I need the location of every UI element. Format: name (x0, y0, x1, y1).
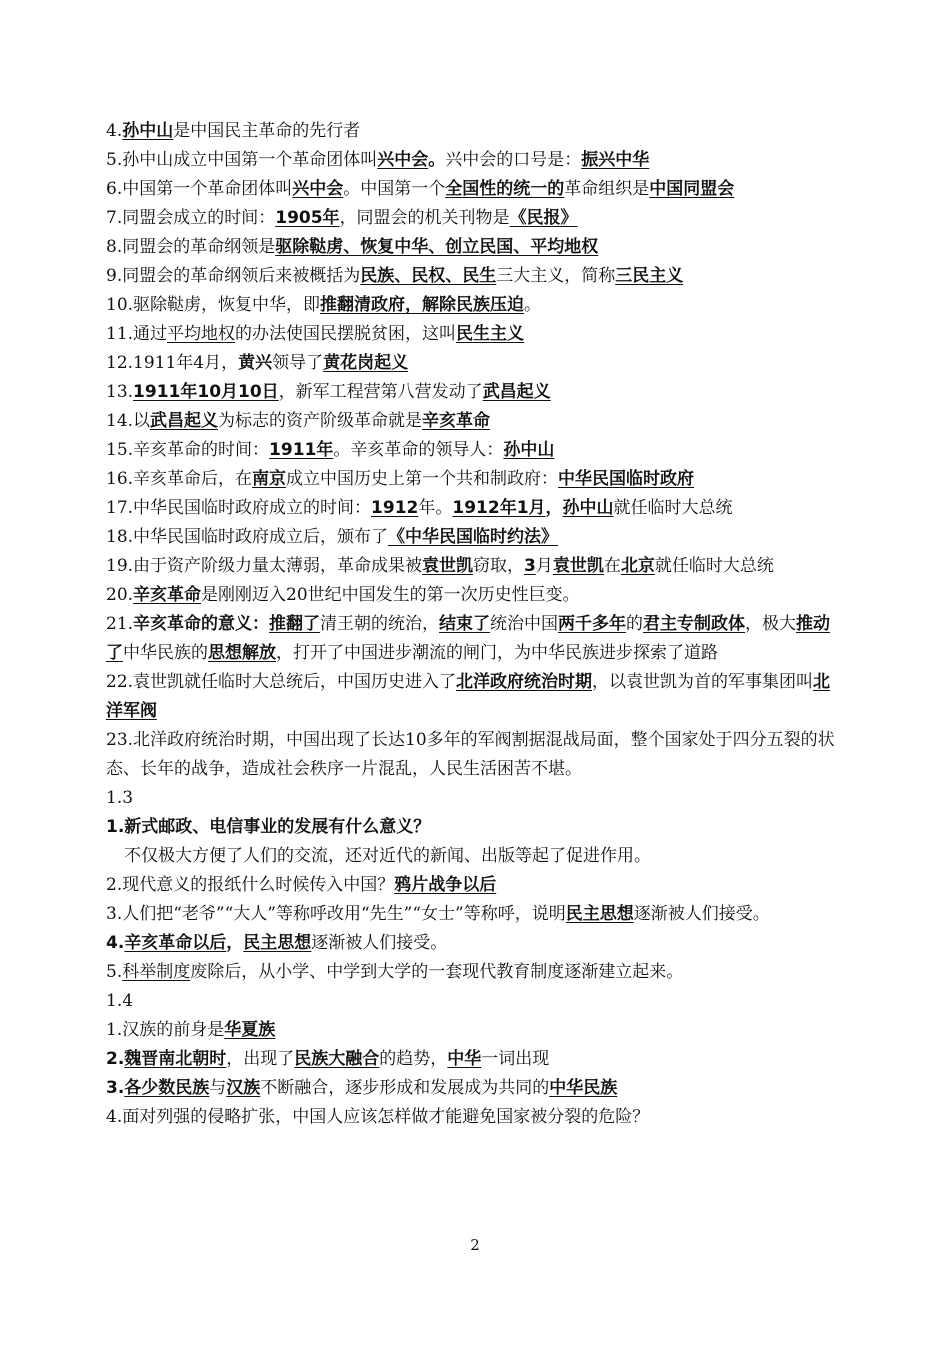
line-text: 不仅极大方便了人们的交流，还对近代的新闻、出版等起了促进作用。 (124, 846, 651, 866)
key-term: 南京 (252, 469, 287, 489)
key-term: 民生主义 (456, 324, 525, 344)
text-line (106, 262, 846, 291)
line-text: 月 (535, 556, 553, 576)
line-text: ，打开了中国进步潮流的闸门，为中华民族进步探索了道路 (276, 643, 718, 663)
key-term: 科举制度 (122, 962, 191, 982)
line-text: ， (545, 498, 563, 518)
key-term: 推动了 (106, 614, 831, 663)
key-term: 民主思想 (243, 933, 312, 953)
line-text: 2.现代意义的报纸什么时候传入中国？ (106, 875, 395, 895)
line-text: 15.辛亥革命的时间： (106, 440, 270, 460)
key-term: 鸦片战争以后 (394, 875, 497, 895)
key-term: 1912 (371, 498, 419, 518)
key-term: 平均地权 (167, 324, 236, 344)
text-line (106, 233, 846, 262)
text-line (106, 117, 846, 146)
line-text: 12.1911年4月， (106, 353, 239, 373)
key-term: 振兴中华 (581, 150, 650, 170)
line-text: 3.人们把“老爷”“大人”等称呼改用“先生”“女士”等称呼，说明 (106, 904, 566, 924)
line-text: 逐渐被人们接受。 (633, 904, 770, 924)
key-term: 汉族 (226, 1078, 261, 1098)
key-term: 袁世凯 (422, 556, 474, 576)
text-line (106, 552, 846, 581)
text-line (106, 291, 846, 320)
line-text: 。 (428, 150, 446, 170)
key-term: 武昌起义 (150, 411, 219, 431)
line-text: 4. (106, 121, 123, 141)
text-line (106, 1074, 846, 1103)
text-line (106, 1016, 846, 1045)
line-text: 与 (209, 1078, 227, 1098)
line-text: 领导了 (272, 353, 324, 373)
line-text: 统治中国 (490, 614, 559, 634)
text-line (106, 494, 846, 523)
key-term: 袁世凯 (552, 556, 604, 576)
content-lines (106, 117, 846, 1132)
line-text: 一词出现 (481, 1049, 550, 1069)
line-text: 成立中国历史上第一个共和制政府： (286, 469, 559, 489)
line-text: 的办法使国民摆脱贫困，这叫 (235, 324, 457, 344)
text-line (106, 900, 846, 929)
line-text: 23.北洋政府统治时期，中国出现了长达10多年的军阀割据混战局面，整个国家处于四分五裂的状态、长年的战争，造成社会秩序一片混乱，人民生活困苦不堪。 (106, 730, 835, 779)
key-term: 君主专制政体 (643, 614, 746, 634)
key-term: 北京 (620, 556, 655, 576)
line-text: 13. (106, 382, 134, 402)
text-line (106, 523, 846, 552)
key-term: 武昌起义 (482, 382, 551, 402)
line-text: 为标志的资产阶级革命就是 (218, 411, 423, 431)
line-text: 窃取， (473, 556, 525, 576)
line-text: 。中国第一个 (343, 179, 446, 199)
line-text: 兴中会的口号是： (445, 150, 582, 170)
line-text: 的趋势， (379, 1049, 448, 1069)
key-term: 1905年 (275, 208, 340, 228)
text-line (106, 958, 846, 987)
line-text: 辛亥革命的意义： (133, 614, 270, 634)
line-text: 6.中国第一个革命团体叫 (106, 179, 293, 199)
key-term: 全国性的统一的 (445, 179, 565, 199)
line-text: 7.同盟会成立的时间： (106, 208, 276, 228)
key-term: 1912年1月 (452, 498, 546, 518)
text-line (106, 581, 846, 610)
line-text: 逐渐被人们接受。 (311, 933, 448, 953)
line-text: 废除后，从小学、中学到大学的一套现代教育制度逐渐建立起来。 (190, 962, 684, 982)
line-text: 是刚刚迈入20世纪中国发生的第一次历史性巨变。 (201, 585, 580, 605)
key-term: 兴中会 (292, 179, 344, 199)
line-text: 4. (106, 933, 125, 953)
line-text: ，新军工程营第八营发动了 (278, 382, 483, 402)
line-text: 中华民族的 (123, 643, 208, 663)
text-line (106, 784, 846, 813)
text-line (106, 407, 846, 436)
line-text: 1.汉族的前身是 (106, 1020, 225, 1040)
line-text: 19.由于资产阶级力量太薄弱，革命成果被 (106, 556, 423, 576)
line-text: 就任临时大总统 (613, 498, 733, 518)
line-text: 9.同盟会的革命纲领后来被概括为 (106, 266, 361, 286)
key-term: 1911年10月10日 (133, 382, 279, 402)
line-text: 。 (524, 295, 542, 315)
key-term: 魏晋南北朝时 (124, 1049, 227, 1069)
line-text: 18.中华民国临时政府成立后，颁布了 (106, 527, 389, 547)
line-text: 在 (603, 556, 621, 576)
line-text: 14.以 (106, 411, 151, 431)
key-term: 思想解放 (208, 643, 276, 663)
line-text: 三大主义，简称 (496, 266, 616, 286)
key-term: 辛亥革命 (133, 585, 202, 605)
text-line (106, 146, 846, 175)
text-line (106, 610, 846, 668)
key-term: 《民报》 (509, 208, 578, 228)
line-text: 1.新式邮政、电信事业的发展有什么意义？ (106, 817, 431, 837)
line-text: 5.孙中山成立中国第一个革命团体叫 (106, 150, 378, 170)
key-term: 黄花岗起义 (323, 353, 409, 373)
key-term: 各少数民族 (124, 1078, 210, 1098)
line-text: 就任临时大总统 (654, 556, 774, 576)
line-text: 2. (106, 1049, 125, 1069)
key-term: 民主思想 (565, 904, 634, 924)
text-line (106, 1103, 846, 1132)
line-text: 11.通过 (106, 324, 168, 344)
text-line (106, 726, 846, 784)
key-term: 三民主义 (615, 266, 684, 286)
text-line (106, 1045, 846, 1074)
text-line (106, 175, 846, 204)
key-term: 两千多年 (558, 614, 627, 634)
line-text: 。辛亥革命的领导人： (333, 440, 504, 460)
line-text: 20. (106, 585, 134, 605)
line-text: ，出现了 (226, 1049, 295, 1069)
line-text: 1.4 (106, 991, 134, 1011)
line-text: 21. (106, 614, 134, 634)
key-term: 中华民族 (549, 1078, 618, 1098)
key-term: 推翻清政府，解除民族压迫 (320, 295, 525, 315)
key-term: 《中华民国临时约法》 (388, 527, 559, 547)
line-text: 10.驱除鞑虏，恢复中华，即 (106, 295, 321, 315)
line-text: 清王朝的统治， (320, 614, 440, 634)
line-text: 的 (626, 614, 644, 634)
key-term: 驱除鞑虏、恢复中华、创立民国、平均地权 (275, 237, 599, 257)
line-text: 年。 (418, 498, 453, 518)
line-text: 1.3 (106, 788, 134, 808)
line-text: 17.中华民国临时政府成立的时间： (106, 498, 372, 518)
line-text: 16.辛亥革命后，在 (106, 469, 253, 489)
text-line (106, 929, 846, 958)
line-text: 4.面对列强的侵略扩张，中国人应该怎样做才能避免国家被分裂的危险？ (106, 1107, 650, 1127)
line-text: 22.袁世凯就任临时大总统后，中国历史进入了 (106, 672, 457, 692)
key-term: 华夏族 (224, 1020, 276, 1040)
key-term: 中华 (447, 1049, 482, 1069)
text-line (106, 378, 846, 407)
line-text: 黄兴 (238, 353, 273, 373)
key-term: 辛亥革命以后 (124, 933, 227, 953)
text-line (106, 987, 846, 1016)
line-text: 革命组织是 (564, 179, 650, 199)
text-line (106, 436, 846, 465)
line-text: 5. (106, 962, 123, 982)
text-line (106, 871, 846, 900)
text-line (106, 204, 846, 233)
key-term: 北洋政府统治时期 (456, 672, 593, 692)
key-term: 孙中山 (122, 121, 174, 141)
line-text: ，极大 (745, 614, 797, 634)
text-line (106, 813, 846, 842)
key-term: 民族、民权、民生 (360, 266, 497, 286)
line-text: ， (226, 933, 244, 953)
line-text: 8.同盟会的革命纲领是 (106, 237, 276, 257)
key-term: 孙中山 (562, 498, 614, 518)
text-line (106, 465, 846, 494)
key-term: 中国同盟会 (649, 179, 735, 199)
key-term: 1911年 (269, 440, 334, 460)
key-term: 中华民国临时政府 (558, 469, 695, 489)
key-term: 孙中山 (503, 440, 555, 460)
line-text: 不断融合，逐步形成和发展成为共同的 (260, 1078, 550, 1098)
key-term: 结束了 (439, 614, 491, 634)
key-term: 民族大融合 (294, 1049, 380, 1069)
text-line (106, 320, 846, 349)
line-text: 3. (106, 1078, 125, 1098)
line-text: 是中国民主革命的先行者 (173, 121, 361, 141)
key-term: 推翻了 (269, 614, 321, 634)
text-line (106, 668, 846, 726)
line-text: ，以袁世凯为首的军事集团叫 (592, 672, 814, 692)
text-line (106, 349, 846, 378)
text-line (106, 842, 846, 871)
key-term: 兴中会 (377, 150, 429, 170)
page-number: 2 (470, 1236, 480, 1254)
key-term: 北洋军阀 (106, 672, 831, 721)
line-text: ，同盟会的机关刊物是 (339, 208, 510, 228)
key-term: 辛亥革命 (422, 411, 491, 431)
key-term: 3 (524, 556, 536, 576)
